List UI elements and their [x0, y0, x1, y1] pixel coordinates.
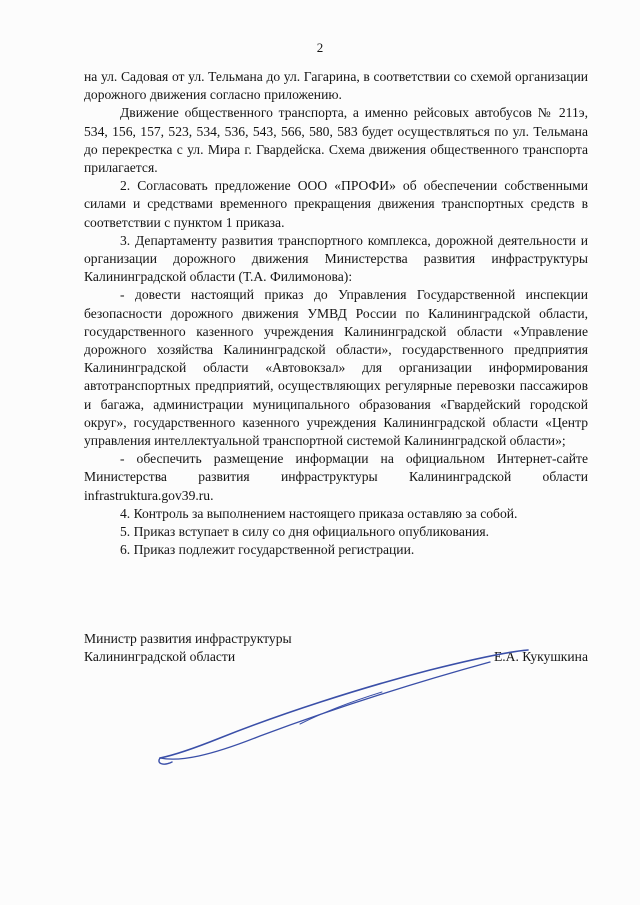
signer-title-line1: Министр развития инфраструктуры — [84, 631, 292, 646]
signer-title-line2: Калининградской области — [84, 649, 236, 665]
page-number: 2 — [316, 40, 324, 55]
signer-name: Е.А. Кукушкина — [493, 649, 588, 665]
paragraph: Движение общественного транспорта, а именно рейсовых автобусов № 211э, 534, 156, 157, 523, 534, 536, 543, 566, 580, 583 будет осуществляться по ул. Тельмана до перекрестка с ул. Мира г. Гвардейска. Схема движения общественного транспорта прилагается. — [84, 105, 588, 176]
paragraph: 6. Приказ подлежит государственной регистрации. — [120, 542, 415, 558]
paragraph: 5. Приказ вступает в силу со дня официального опубликования. — [120, 524, 490, 540]
paragraph: - довести настоящий приказ до Управления Государственной инспекции безопасности дорожного движения УМВД России по Калининградской области, государственного казенного учреждения Калининградской области «Управление дорожного хозяйства Калининградской области», государственного предприятия Калининградской области «Автовокзал» для организации информирования автотранспортных предприятий, осуществляющих регулярные перевозки пассажиров и багажа, администрации муниципального образования «Гвардейский городской округ», государственного казенного учреждения Калининградской области «Центр управления интеллектуальной транспортной системой Калининградской области»; — [84, 287, 588, 449]
document-body — [84, 68, 588, 559]
paragraph: 4. Контроль за выполнением настоящего приказа оставляю за собой. — [120, 505, 518, 521]
paragraph: 2. Согласовать предложение ООО «ПРОФИ» об обеспечении собственными силами и средствами временного прекращения движения транспортных средств в соответствии с пунктом 1 приказа. — [84, 178, 588, 230]
paragraph: - обеспечить размещение информации на официальном Интернет-сайте Министерства развития инфраструктуры Калининградской области infrastruktura.gov39.ru. — [84, 451, 588, 503]
paragraph: 3. Департаменту развития транспортного комплекса, дорожной деятельности и организации дорожного движения Министерства развития инфраструктуры Калининградской области (Т.А. Филимонова): — [84, 232, 588, 285]
handwritten-signature — [150, 640, 550, 780]
paragraph: на ул. Садовая от ул. Тельмана до ул. Гагарина, в соответствии со схемой организации дорожного движения согласно приложению. — [84, 69, 588, 103]
